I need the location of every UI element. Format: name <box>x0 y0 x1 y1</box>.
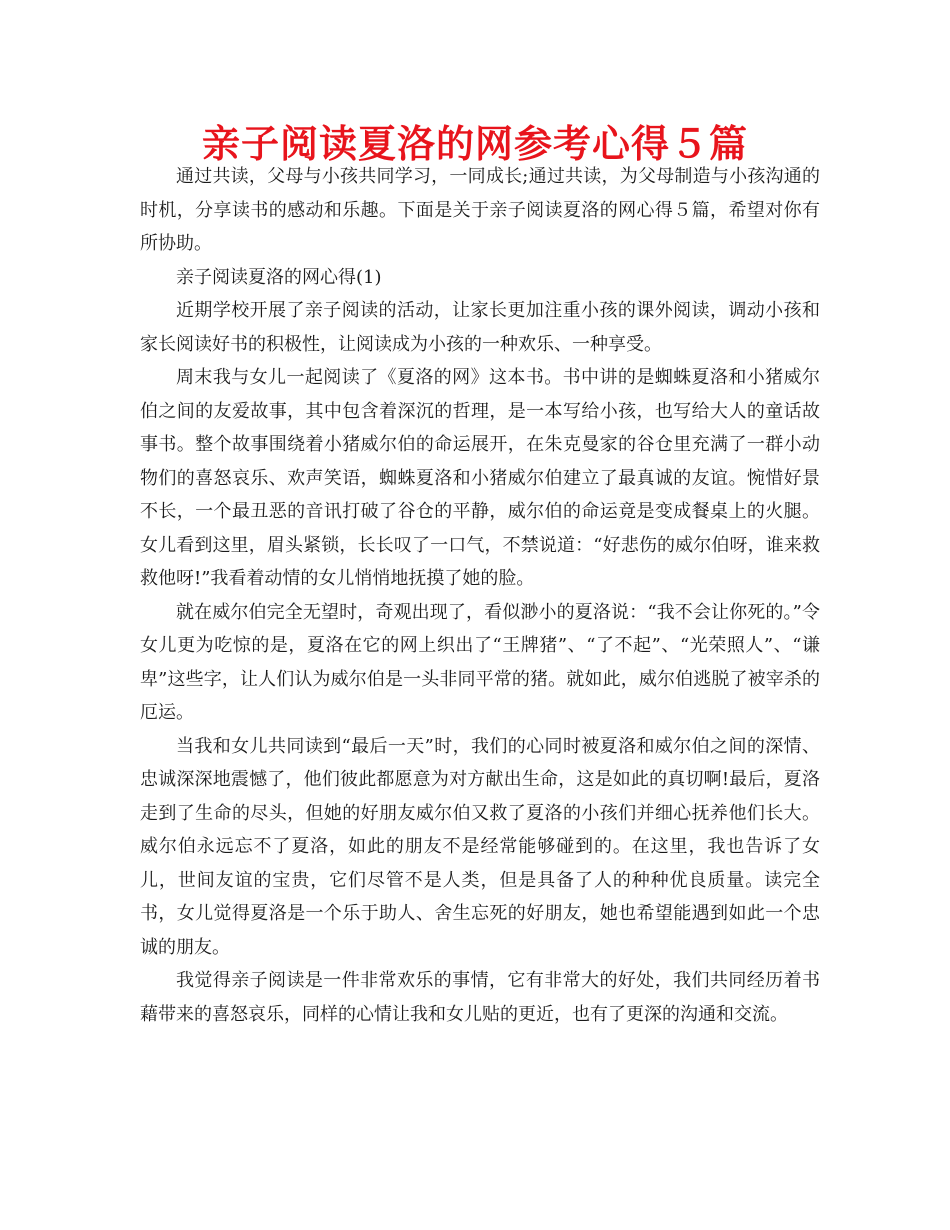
section-heading: 亲子阅读夏洛的网心得(1) <box>176 266 382 288</box>
document-body <box>140 160 820 1031</box>
paragraph: 周末我与女儿一起阅读了《夏洛的网》这本书。书中讲的是蜘蛛夏洛和小猪威尔伯之间的友爱故事，其中包含着深沉的哲理，是一本写给小孩，也写给大人的童话故事书。整个故事围绕着小猪威尔伯的命运展开，在朱克曼家的谷仓里充满了一群小动物们的喜怒哀乐、欢声笑语，蜘蛛夏洛和小猪威尔伯建立了最真诚的友谊。惋惜好景不长，一个最丑恶的音讯打破了谷仓的平静，威尔伯的命运竟是变成餐桌上的火腿。女儿看到这里，眉头紧锁，长长叹了一口气，不禁说道：“好悲伤的威尔伯呀，谁来救救他呀!”我看着动情的女儿悄悄地抚摸了她的脸。 <box>140 367 820 589</box>
document-title: 亲子阅读夏洛的网参考心得５篇 <box>201 122 748 166</box>
paragraph: 近期学校开展了亲子阅读的活动，让家长更加注重小孩的课外阅读，调动小孩和家长阅读好书的积极性，让阅读成为小孩的一种欢乐、一种享受。 <box>140 300 820 355</box>
paragraph: 我觉得亲子阅读是一件非常欢乐的事情，它有非常大的好处，我们共同经历着书藉带来的喜怒哀乐，同样的心情让我和女儿贴的更近，也有了更深的沟通和交流。 <box>140 970 820 1025</box>
paragraph: 就在威尔伯完全无望时，奇观出现了，看似渺小的夏洛说：“我不会让你死的。”令女儿更为吃惊的是，夏洛在它的网上织出了“王牌猪”、“了不起”、“光荣照人”、“谦卑”这些字，让人们认为威尔伯是一头非同平常的猪。就如此，威尔伯逃脱了被宰杀的厄运。 <box>140 601 820 723</box>
paragraph-intro: 通过共读，父母与小孩共同学习，一同成长;通过共读，为父母制造与小孩沟通的时机，分享读书的感动和乐趣。下面是关于亲子阅读夏洛的网心得５篇，希望对你有所协助。 <box>140 166 820 254</box>
paragraph: 当我和女儿共同读到“最后一天”时，我们的心同时被夏洛和威尔伯之间的深情、忠诚深深地震憾了，他们彼此都愿意为对方献出生命，这是如此的真切啊!最后，夏洛走到了生命的尽头，但她的好朋友威尔伯又救了夏洛的小孩们并细心抚养他们长大。威尔伯永远忘不了夏洛，如此的朋友不是经常能够碰到的。在这里，我也告诉了女儿，世间友谊的宝贵，它们尽管不是人类，但是具备了人的种种优良质量。读完全书，女儿觉得夏洛是一个乐于助人、舍生忘死的好朋友，她也希望能遇到如此一个忠诚的朋友。 <box>140 735 820 958</box>
